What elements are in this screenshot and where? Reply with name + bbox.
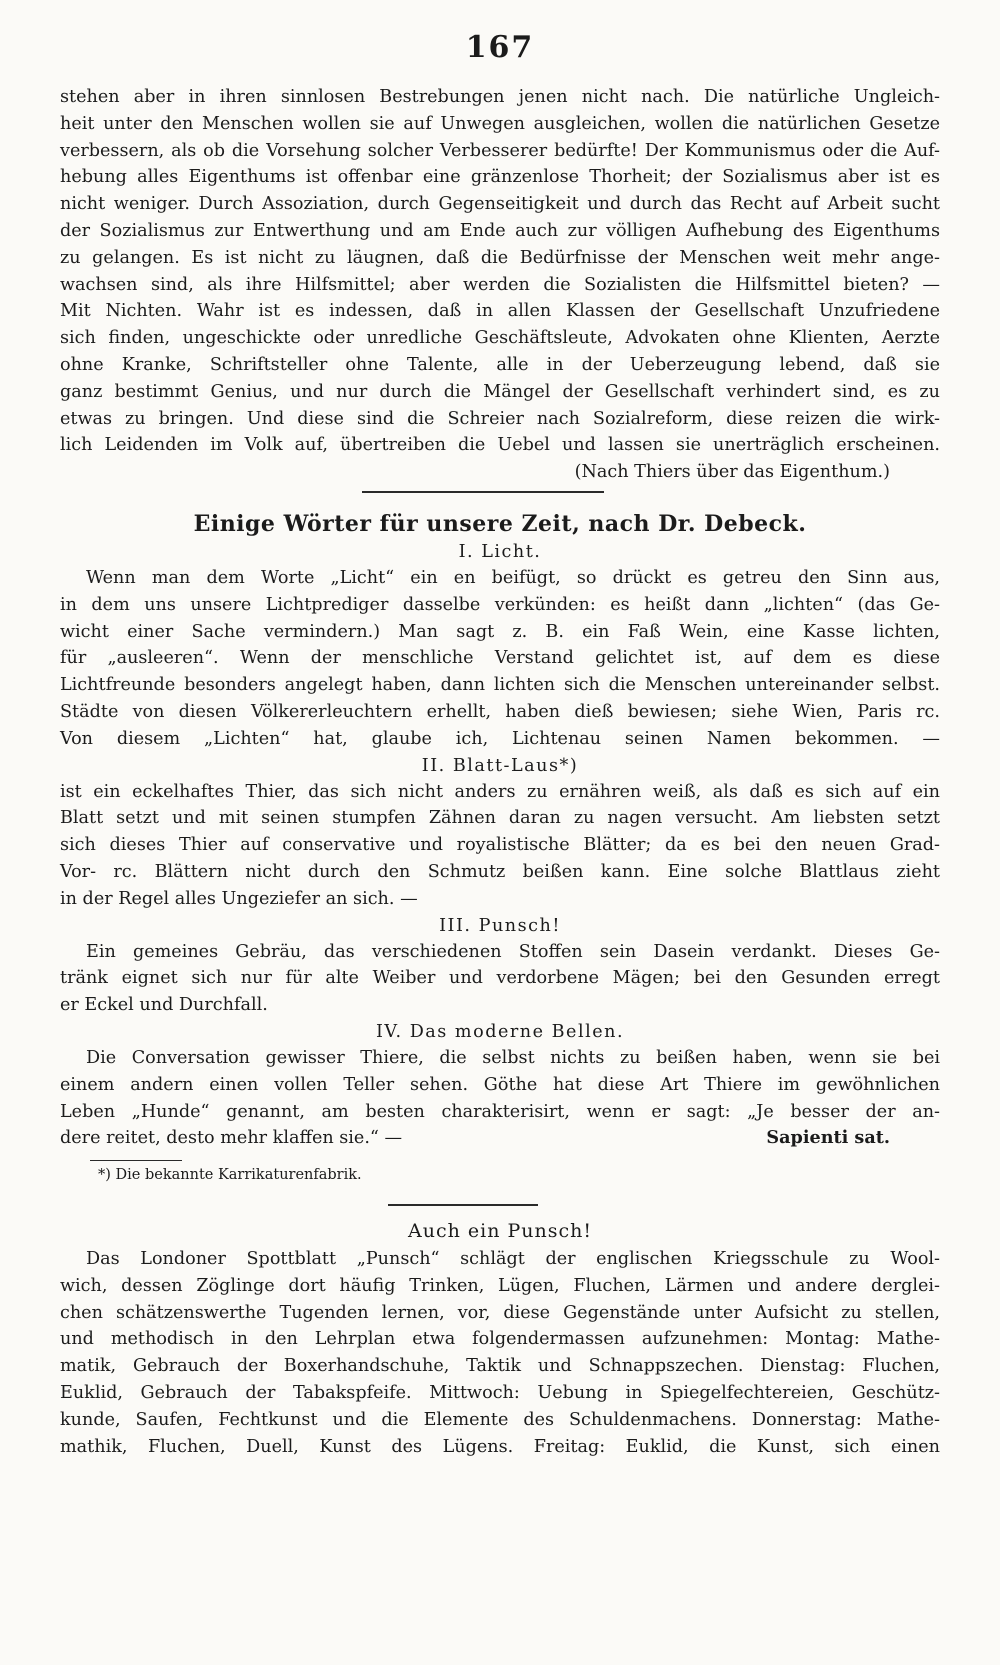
text-line: mathik, Fluchen, Duell, Kunst des Lügens. Freitag: Euklid, die Kunst, sich einen [60, 1436, 940, 1457]
text-line: heit unter den Menschen wollen sie auf Unwegen ausgleichen, wollen die natürlichen Gesetze [60, 113, 940, 134]
text-line: tränk eignet sich nur für alte Weiber und verdorbene Mägen; bei den Gesunden erregt [60, 968, 940, 989]
text-line: dere reitet, desto mehr klaffen sie.“ — [60, 1128, 403, 1149]
footnote-divider [90, 1160, 182, 1161]
text-line: kunde, Saufen, Fechtkunst und die Elemente des Schuldenmachens. Donnerstag: Mathe- [60, 1409, 940, 1430]
text-line: Euklid, Gebrauch der Tabakspfeife. Mittwoch: Uebung in Spiegelfechtereien, Geschütz- [60, 1382, 940, 1403]
text-line: Mit Nichten. Wahr ist es indessen, daß in allen Klassen der Gesellschaft Unzufriedene [60, 301, 940, 322]
text-line: ohne Kranke, Schriftsteller ohne Talente, alle in der Ueberzeugung lebend, daß sie [60, 354, 940, 375]
text-line: Blatt setzt und mit seinen stumpfen Zähnen daran zu nagen versucht. Am liebsten setzt [60, 808, 940, 829]
text-line: Die Conversation gewisser Thiere, die selbst nichts zu beißen haben, wenn sie bei [86, 1047, 940, 1068]
text-line: Städte von diesen Völkererleuchtern erhellt, haben dieß bewiesen; siehe Wien, Paris rc. [60, 701, 940, 722]
text-line: der Sozialismus zur Entwerthung und am Ende auch zur völligen Aufhebung des Eigenthums [60, 220, 940, 241]
section-divider [362, 491, 604, 493]
section-divider [388, 1204, 538, 1206]
text-line: Das Londoner Spottblatt „Punsch“ schlägt der englischen Kriegsschule zu Wool- [86, 1249, 940, 1269]
text-line: Ein gemeines Gebräu, das verschiedenen Stoffen sein Dasein verdankt. Dieses Ge- [86, 941, 940, 962]
text-line: nicht weniger. Durch Assoziation, durch Gegenseitigkeit und durch das Recht auf Arbeit sucht [60, 194, 940, 215]
text-line: lich Leidenden im Volk auf, übertreiben die Uebel und lassen sie unerträglich erscheinen. [60, 435, 940, 456]
section-heading: III. Punsch! [439, 915, 561, 936]
article-words [60, 509, 940, 1152]
text-line: Lichtfreunde besonders angelegt haben, dann lichten sich die Menschen untereinander selbst. [60, 675, 940, 696]
closing-phrase: Sapienti sat. [766, 1127, 890, 1149]
text-line: sich finden, ungeschickte oder unredliche Geschäftsleute, Advokaten ohne Klienten, Aerzte [60, 328, 940, 349]
source-citation: (Nach Thiers über das Eigenthum.) [574, 462, 890, 483]
text-line: zu gelangen. Es ist nicht zu läugnen, daß die Bedürfnisse der Menschen weit mehr ange- [60, 247, 940, 268]
text-line: stehen aber in ihren sinnlosen Bestrebungen jenen nicht nach. Die natürliche Ungleich- [60, 87, 940, 107]
article-punch [60, 1216, 940, 1460]
text-line: wachsen sind, als ihre Hilfsmittel; aber werden die Sozialisten die Hilfsmittel bieten? — [60, 274, 940, 295]
text-line: in dem uns unsere Lichtprediger dasselbe verkünden: es heißt dann „lichten“ (das Ge- [60, 594, 940, 615]
text-line: er Eckel und Durchfall. [60, 995, 268, 1016]
text-line: ganz bestimmt Genius, und nur durch die Mängel der Gesellschaft verhindert sind, es zu [60, 381, 940, 402]
section-heading: I. Licht. [458, 542, 542, 562]
text-line: Leben „Hunde“ genannt, am besten charakterisirt, wenn er sagt: „Je besser der an- [60, 1101, 940, 1122]
text-line: sich dieses Thier auf conservative und royalistische Blätter; da es bei den neuen Grad- [60, 835, 940, 856]
page-number: 167 [465, 30, 535, 65]
text-line: chen schätzenswerthe Tugenden lernen, vor, diese Gegenstände unter Aufsicht zu stellen, [60, 1302, 940, 1323]
section-heading: II. Blatt-Laus*) [421, 755, 579, 776]
text-line: Wenn man dem Worte „Licht“ ein en beifügt, so drückt es getreu den Sinn aus, [86, 568, 940, 588]
article-property [60, 84, 940, 486]
text-line: Vor- rc. Blättern nicht durch den Schmutz beißen kann. Eine solche Blattlaus zieht [60, 861, 940, 882]
article-title: Auch ein Punsch! [408, 1220, 592, 1242]
footnote: *) Die bekannte Karrikaturenfabrik. [98, 1167, 362, 1183]
text-line: und methodisch in den Lehrplan etwa folgendermassen aufzunehmen: Montag: Mathe- [60, 1329, 940, 1350]
text-line: hebung alles Eigenthums ist offenbar eine gränzenlose Thorheit; der Sozialismus aber ist es [60, 167, 940, 188]
text-line: etwas zu bringen. Und diese sind die Schreier nach Sozialreform, diese reizen die wirk- [60, 408, 940, 429]
text-line: einem andern einen vollen Teller sehen. Göthe hat diese Art Thiere im gewöhnlichen [60, 1074, 940, 1095]
section-heading: IV. Das moderne Bellen. [375, 1021, 625, 1042]
text-line: verbessern, als ob die Vorsehung solcher Verbesserer bedürfte! Der Kommunismus oder die Auf- [60, 140, 940, 161]
text-line: Von diesem „Lichten“ hat, glaube ich, Lichtenau seinen Namen bekommen. — [60, 728, 940, 749]
text-line: ist ein eckelhaftes Thier, das sich nicht anders zu ernähren weiß, als daß es sich auf ein [60, 781, 940, 802]
text-line: matik, Gebrauch der Boxerhandschuhe, Taktik und Schnappszechen. Dienstag: Fluchen, [60, 1356, 940, 1377]
text-line: wich, dessen Zöglinge dort häufig Trinken, Lügen, Fluchen, Lärmen und andere derglei- [60, 1275, 940, 1296]
article-title: Einige Wörter für unsere Zeit, nach Dr. Debeck. [193, 511, 807, 537]
closing-line [60, 1125, 940, 1152]
text-line: wicht einer Sache vermindern.) Man sagt z. B. ein Faß Wein, eine Kasse lichten, [60, 621, 940, 642]
text-line: für „ausleeren“. Wenn der menschliche Verstand gelichtet ist, auf dem es diese [60, 648, 940, 669]
text-line: in der Regel alles Ungeziefer an sich. — [60, 888, 418, 909]
